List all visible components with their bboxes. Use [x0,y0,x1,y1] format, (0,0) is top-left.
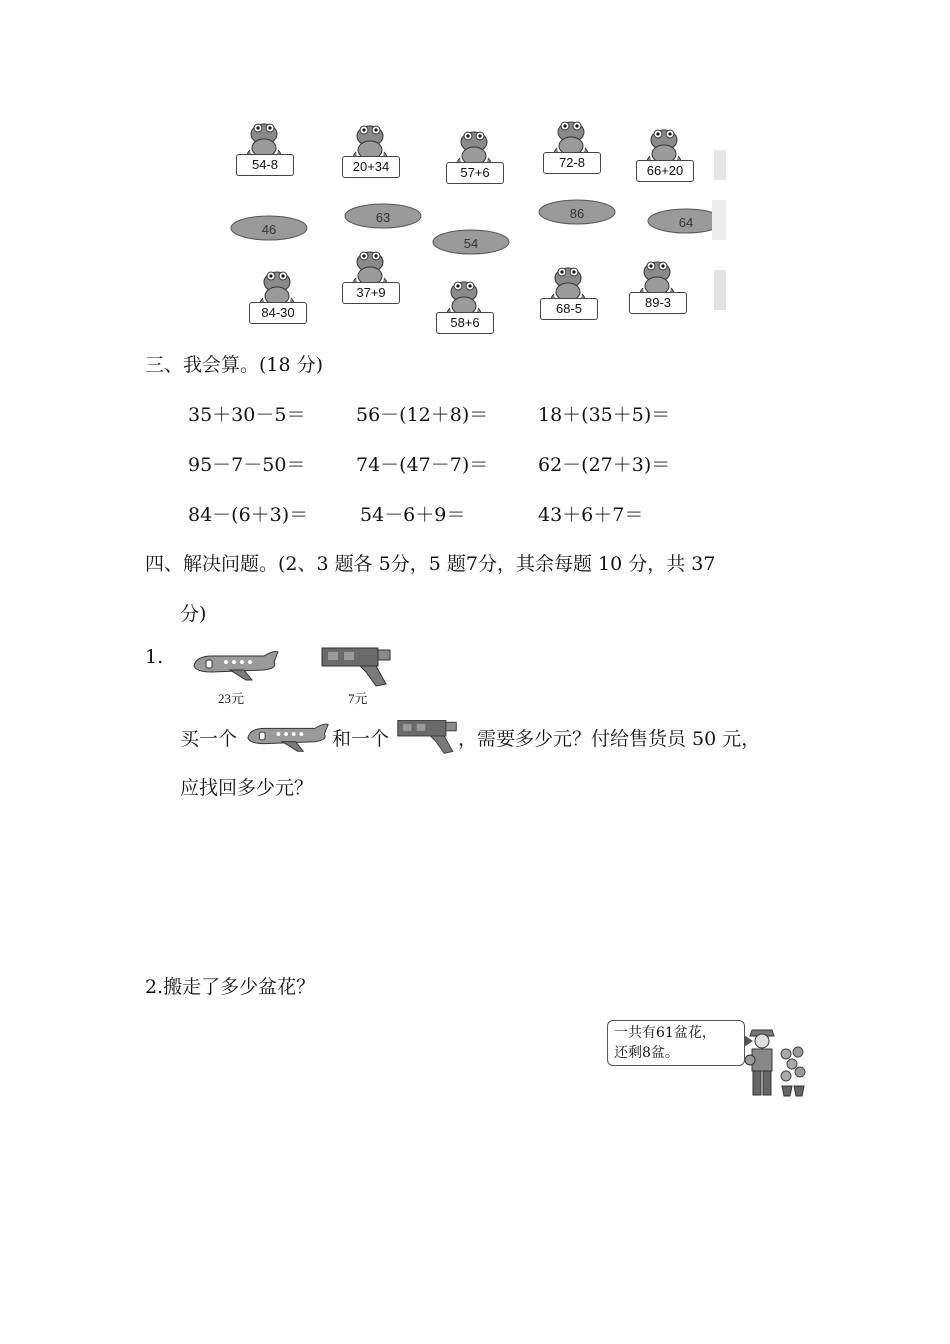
calc-item: 95－7－50＝ [188,454,306,476]
problem-text-a: 买一个 [180,728,238,750]
section-3-heading: 三、我会算。(18 分) [145,354,324,376]
lily-pad [432,228,510,256]
frog-card [249,268,309,330]
calc-item: 35＋30－5＝ [188,404,306,426]
section-4-heading-cont: 分) [180,603,207,625]
equation-label: 57+6 [446,162,504,184]
equation-label: 66+20 [636,160,694,182]
lily-pad [344,202,422,230]
airplane-icon [244,718,332,754]
calc-item: 62－(27＋3)＝ [538,454,671,476]
equation-label: 54-8 [236,154,294,176]
speech-bubble [607,1020,745,1066]
pad-number: 46 [261,222,277,237]
lily-pad [230,214,308,242]
problem-number: 1. [145,646,164,668]
toy-gun-icon [320,644,392,688]
frog-card [236,120,296,182]
equation-label: 84-30 [249,302,307,324]
problem-2-title: 2.搬走了多少盆花？ [145,976,316,998]
bubble-line-2: 还剩8盆。 [614,1045,679,1061]
frog-card [636,126,696,188]
problem-text-b: 和一个 [332,728,390,750]
toy-gun-icon [396,716,458,756]
calc-item: 18＋(35＋5)＝ [538,404,671,426]
section-4-heading: 四、解决问题。(2、3 题各 5分，5 题7分，其余每题 10 分，共 37 [145,553,716,575]
decorative-strip [708,140,730,320]
frog-card [446,128,506,190]
equation-label: 20+34 [342,156,400,178]
equation-label: 68-5 [540,298,598,320]
problem-text-line2: 应找回多少元？ [180,777,314,799]
plane-price: 23元 [218,691,245,706]
equation-label: 72-8 [543,152,601,174]
equation-label: 37+9 [342,282,400,304]
calc-item: 43＋6＋7＝ [538,504,644,526]
equation-label: 58+6 [436,312,494,334]
pad-number: 54 [463,236,479,251]
lily-pad [538,198,616,226]
pad-number: 64 [678,215,694,230]
frog-card [629,258,689,320]
calc-item: 54－6＋9＝ [360,504,466,526]
pad-number: 63 [375,210,391,225]
equation-label: 89-3 [629,292,687,314]
frog-card [543,118,603,180]
frog-card [342,122,402,184]
frog-card [436,278,496,340]
flower-pot-icon [778,1046,808,1098]
frog-card [342,248,402,310]
airplane-icon [190,646,282,682]
bubble-line-1: 一共有61盆花， [614,1025,716,1041]
gardener-icon [742,1024,782,1100]
calc-item: 56－(12＋8)＝ [356,404,489,426]
problem-text-c: ，需要多少元？付给售货员 50 元， [458,728,761,750]
calc-item: 74－(47－7)＝ [356,454,489,476]
pad-number: 86 [569,206,585,221]
gun-price: 7元 [348,691,368,706]
frog-card [540,264,600,326]
calc-item: 84－(6＋3)＝ [188,504,309,526]
